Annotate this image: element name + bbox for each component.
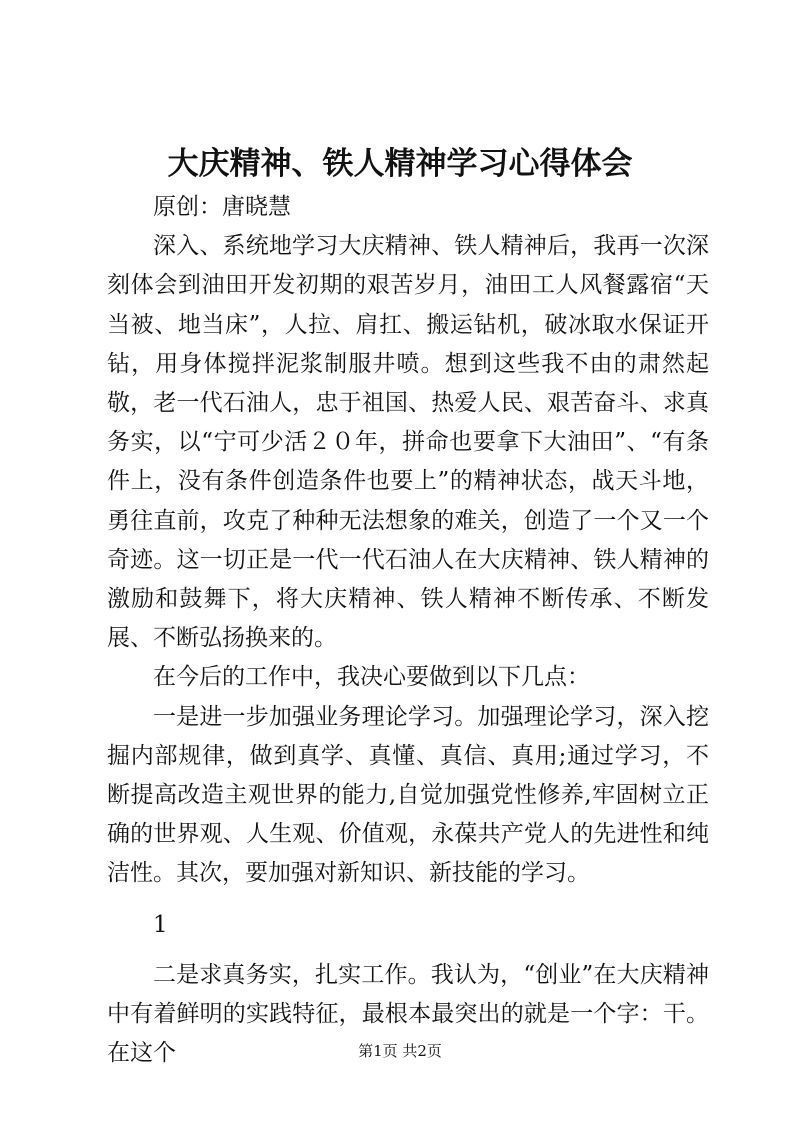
paragraph-resolve: 在今后的工作中，我决心要做到以下几点：	[153, 664, 590, 691]
paragraph-intro: 深入、系统地学习大庆精神、铁人精神后，我再一次深刻体会到油田开发初期的艰苦岁月，油田工人风餐露宿“天当被、地当床”，人拉、肩扛、搬运钻机，破冰取水保证开钻，用身体搅拌泥浆制服井喷。想到这些我不由的肃然起敬，老一代石油人，忠于祖国、热爱人民、艰苦奋斗、求真务实，以“宁可少活２０年，拼命也要拿下大油田”、“有条件上，没有条件创造条件也要上”的精神状态，战天斗地，勇往直前，攻克了种种无法想象的难关，创造了一个又一个奇迹。这一切正是一代一代石油人在大庆精神、铁人精神的激励和鼓舞下，将大庆精神、铁人精神不断传承、不断发展、不断弘扬换来的。	[107, 233, 709, 652]
author-line: 原创：唐晓慧	[153, 194, 291, 220]
paragraph-point-one: 一是进一步加强业务理论学习。加强理论学习，深入挖掘内部规律，做到真学、真懂、真信、真用;通过学习，不断提高改造主观世界的能力,自觉加强党性修养,牢固树立正确的世界观、人生观、价值观，永葆共产党人的先进性和纯洁性。其次，要加强对新知识、新技能的学习。	[107, 703, 709, 887]
document-title: 大庆精神、铁人精神学习心得体会	[167, 146, 633, 182]
paragraph-point-two: 二是求真务实，扎实工作。我认为，“创业”在大庆精神中有着鲜明的实践特征，最根本最突出的就是一个字：干。在这个	[107, 961, 709, 1067]
document-body	[107, 188, 709, 1073]
inline-page-number: 1	[153, 911, 168, 938]
page-footer: 第1页 共2页	[358, 1042, 442, 1060]
